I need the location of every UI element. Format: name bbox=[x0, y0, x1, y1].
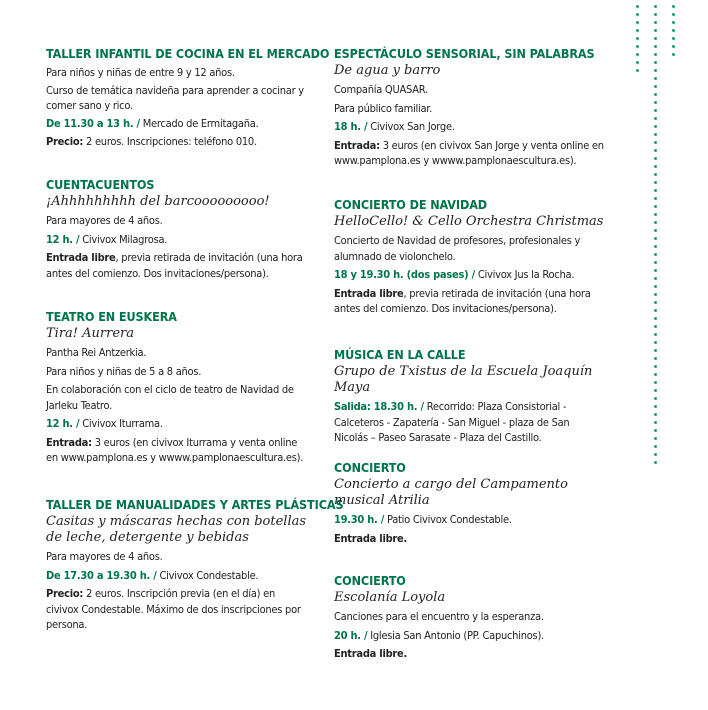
event-time: 19.30 h. / Patio Civivox Condestable. bbox=[334, 513, 512, 526]
event-title: TALLER DE MANUALIDADES Y ARTES PLÁSTICAS bbox=[46, 497, 344, 512]
event-time: De 11.30 a 13 h. / Mercado de Ermitagaña. bbox=[46, 116, 259, 130]
decorative-dot bbox=[654, 61, 657, 64]
decorative-dot bbox=[654, 69, 657, 72]
decorative-dot bbox=[654, 141, 657, 144]
decorative-dot bbox=[654, 221, 657, 224]
decorative-dot bbox=[636, 45, 639, 48]
decorative-dot bbox=[672, 13, 675, 16]
decorative-dot bbox=[654, 453, 657, 456]
decorative-dot bbox=[654, 277, 657, 280]
event-line: En colaboración con el ciclo de teatro de Navidad de Jarleku Teatro. bbox=[46, 383, 294, 412]
decorative-dot bbox=[654, 429, 657, 432]
decorative-dot bbox=[654, 381, 657, 384]
event-line: Compañía QUASAR. bbox=[334, 83, 428, 96]
event-line: Para niños y niñas de entre 9 y 12 años. bbox=[46, 66, 235, 79]
decorative-dot bbox=[636, 5, 639, 8]
event-taller-manualidades bbox=[46, 497, 344, 633]
event-line: Para mayores de 4 años. bbox=[46, 214, 163, 227]
decorative-dot bbox=[654, 101, 657, 104]
decorative-dot bbox=[654, 253, 657, 256]
decorative-dot bbox=[654, 413, 657, 416]
decorative-dot bbox=[654, 29, 657, 32]
event-line: Concierto de Navidad de profesores, profesionales y alumnado de violonchelo. bbox=[334, 234, 581, 263]
event-subtitle: Escolanía Loyola bbox=[334, 590, 446, 605]
event-title: MÚSICA EN LA CALLE bbox=[334, 347, 466, 362]
event-time: 12 h. / Civivox Iturrama. bbox=[46, 417, 163, 430]
event-musica-calle bbox=[334, 347, 604, 446]
event-price: Precio: 2 euros. Inscripciones: teléfono 010. bbox=[46, 135, 257, 148]
decorative-dot bbox=[654, 165, 657, 168]
event-subtitle: Grupo de Txistus de la Escuela Joaquín Maya bbox=[334, 364, 593, 395]
decorative-dot bbox=[654, 149, 657, 152]
event-teatro-euskera bbox=[46, 309, 308, 466]
decorative-dot bbox=[672, 5, 675, 8]
event-title: TEATRO EN EUSKERA bbox=[46, 309, 177, 324]
event-time: 12 h. / Civivox Milagrosa. bbox=[46, 232, 168, 246]
decorative-dot bbox=[654, 285, 657, 288]
event-subtitle: Tira! Aurrera bbox=[46, 326, 134, 341]
event-entry: Entrada libre, previa retirada de invitación (una hora antes del comienzo. Dos invitaciones/persona). bbox=[334, 286, 591, 315]
decorative-dot bbox=[654, 373, 657, 376]
event-time: Salida: 18.30 h. / Recorrido: Plaza Consistorial - Calceteros - Zapatería - San Miguel - plaza de San Nicolás – Paseo Sarasate - Plaza del Castillo. bbox=[334, 400, 570, 444]
event-entry: Entrada libre. bbox=[334, 531, 408, 545]
decorative-dot bbox=[654, 317, 657, 320]
event-taller-cocina bbox=[46, 46, 330, 150]
decorative-dot bbox=[654, 133, 657, 136]
event-entry: Entrada libre. bbox=[334, 647, 408, 660]
decorative-dot bbox=[654, 157, 657, 160]
decorative-dot bbox=[654, 397, 657, 400]
decorative-dot bbox=[654, 269, 657, 272]
decorative-dot bbox=[654, 245, 657, 248]
decorative-dot bbox=[654, 53, 657, 56]
decorative-dot bbox=[672, 45, 675, 48]
decorative-dot bbox=[654, 5, 657, 8]
event-title: CONCIERTO bbox=[334, 573, 406, 588]
decorative-dot bbox=[654, 309, 657, 312]
event-line: Para niños y niñas de 5 a 8 años. bbox=[46, 364, 202, 378]
event-title: CONCIERTO bbox=[334, 460, 406, 475]
event-line: Pantha Rei Antzerkia. bbox=[46, 346, 147, 359]
decorative-dot bbox=[654, 205, 657, 208]
decorative-dot bbox=[636, 37, 639, 40]
decorative-dot bbox=[654, 325, 657, 328]
decorative-dot bbox=[654, 229, 657, 232]
decorative-dot bbox=[654, 125, 657, 128]
decorative-dot bbox=[654, 37, 657, 40]
decorative-dot bbox=[654, 341, 657, 344]
decorative-dot bbox=[636, 53, 639, 56]
event-line: Curso de temática navideña para aprender a cocinar y comer sano y rico. bbox=[46, 83, 304, 112]
decorative-dot bbox=[654, 109, 657, 112]
event-entry: Entrada libre, previa retirada de invitación (una hora antes del comienzo. Dos invitaciones/persona). bbox=[46, 251, 303, 280]
event-title: CUENTACUENTOS bbox=[46, 177, 155, 192]
decorative-dot bbox=[654, 293, 657, 296]
decorative-dot bbox=[654, 21, 657, 24]
event-title: CONCIERTO DE NAVIDAD bbox=[334, 197, 488, 212]
decorative-dot bbox=[672, 37, 675, 40]
decorative-dot bbox=[654, 77, 657, 80]
event-time: De 17.30 a 19.30 h. / Civivox Condestable. bbox=[46, 568, 259, 582]
decorative-dot bbox=[672, 21, 675, 24]
decorative-dot bbox=[654, 421, 657, 424]
event-line: Para mayores de 4 años. bbox=[46, 550, 163, 563]
decorative-dot bbox=[654, 461, 657, 464]
event-line: Canciones para el encuentro y la esperanza. bbox=[334, 610, 544, 623]
event-entry: Entrada: 3 euros (en civivox Iturrama y venta online en www.pamplona.es y wwww.pamplonaescultura.es). bbox=[46, 435, 304, 464]
decorative-dot bbox=[654, 237, 657, 240]
decorative-dot bbox=[636, 29, 639, 32]
event-concierto-loyola bbox=[334, 573, 604, 662]
event-time: 18 y 19.30 h. (dos pases) / Civivox Jus la Rocha. bbox=[334, 268, 575, 281]
event-line: Para público familiar. bbox=[334, 101, 432, 115]
decorative-dot bbox=[654, 349, 657, 352]
decorative-dot bbox=[636, 21, 639, 24]
event-concierto-atrilia bbox=[334, 460, 604, 546]
event-cuentacuentos bbox=[46, 177, 308, 281]
event-subtitle: HelloCello! & Cello Orchestra Christmas bbox=[334, 214, 604, 229]
decorative-dot bbox=[654, 93, 657, 96]
event-subtitle: De agua y barro bbox=[334, 63, 441, 78]
event-title: TALLER INFANTIL DE COCINA EN EL MERCADO bbox=[46, 46, 330, 61]
decorative-dot bbox=[654, 197, 657, 200]
decorative-dot bbox=[654, 437, 657, 440]
decorative-dot bbox=[672, 29, 675, 32]
decorative-dot bbox=[654, 445, 657, 448]
event-title: ESPECTÁCULO SENSORIAL, SIN PALABRAS bbox=[334, 46, 595, 61]
decorative-dot bbox=[636, 13, 639, 16]
decorative-dot bbox=[636, 61, 639, 64]
decorative-dot bbox=[654, 333, 657, 336]
decorative-dot bbox=[672, 53, 675, 56]
decorative-dot bbox=[654, 13, 657, 16]
event-time: 20 h. / Iglesia San Antonio (PP. Capuchinos). bbox=[334, 628, 544, 642]
decorative-dot bbox=[636, 69, 639, 72]
event-time: 18 h. / Civivox San Jorge. bbox=[334, 120, 455, 133]
event-price: Precio: 2 euros. Inscripción previa (en el día) en civivox Condestable. Máximo de dos inscripciones por persona. bbox=[46, 587, 301, 631]
decorative-dot bbox=[654, 301, 657, 304]
event-subtitle: Casitas y máscaras hechas con botellas de leche, detergente y bebidas bbox=[46, 514, 307, 545]
decorative-dot bbox=[654, 213, 657, 216]
decorative-dot bbox=[654, 405, 657, 408]
decorative-dot bbox=[654, 181, 657, 184]
decorative-dot bbox=[654, 189, 657, 192]
decorative-dot bbox=[654, 85, 657, 88]
decorative-dot bbox=[654, 357, 657, 360]
decorative-dot bbox=[654, 261, 657, 264]
event-espectaculo-sensorial bbox=[334, 46, 604, 169]
event-entry: Entrada: 3 euros (en civivox San Jorge y venta online en www.pamplona.es y wwww.pamplonaescultura.es). bbox=[334, 138, 604, 167]
event-concierto-navidad bbox=[334, 197, 604, 317]
decorative-dot bbox=[654, 389, 657, 392]
decorative-dot bbox=[654, 45, 657, 48]
event-subtitle: Concierto a cargo del Campamento musical Atrilia bbox=[334, 477, 568, 508]
decorative-dot bbox=[654, 365, 657, 368]
event-subtitle: ¡Ahhhhhhhhh del barcooooooooo! bbox=[46, 194, 270, 209]
decorative-dot bbox=[654, 117, 657, 120]
decorative-dot bbox=[654, 173, 657, 176]
